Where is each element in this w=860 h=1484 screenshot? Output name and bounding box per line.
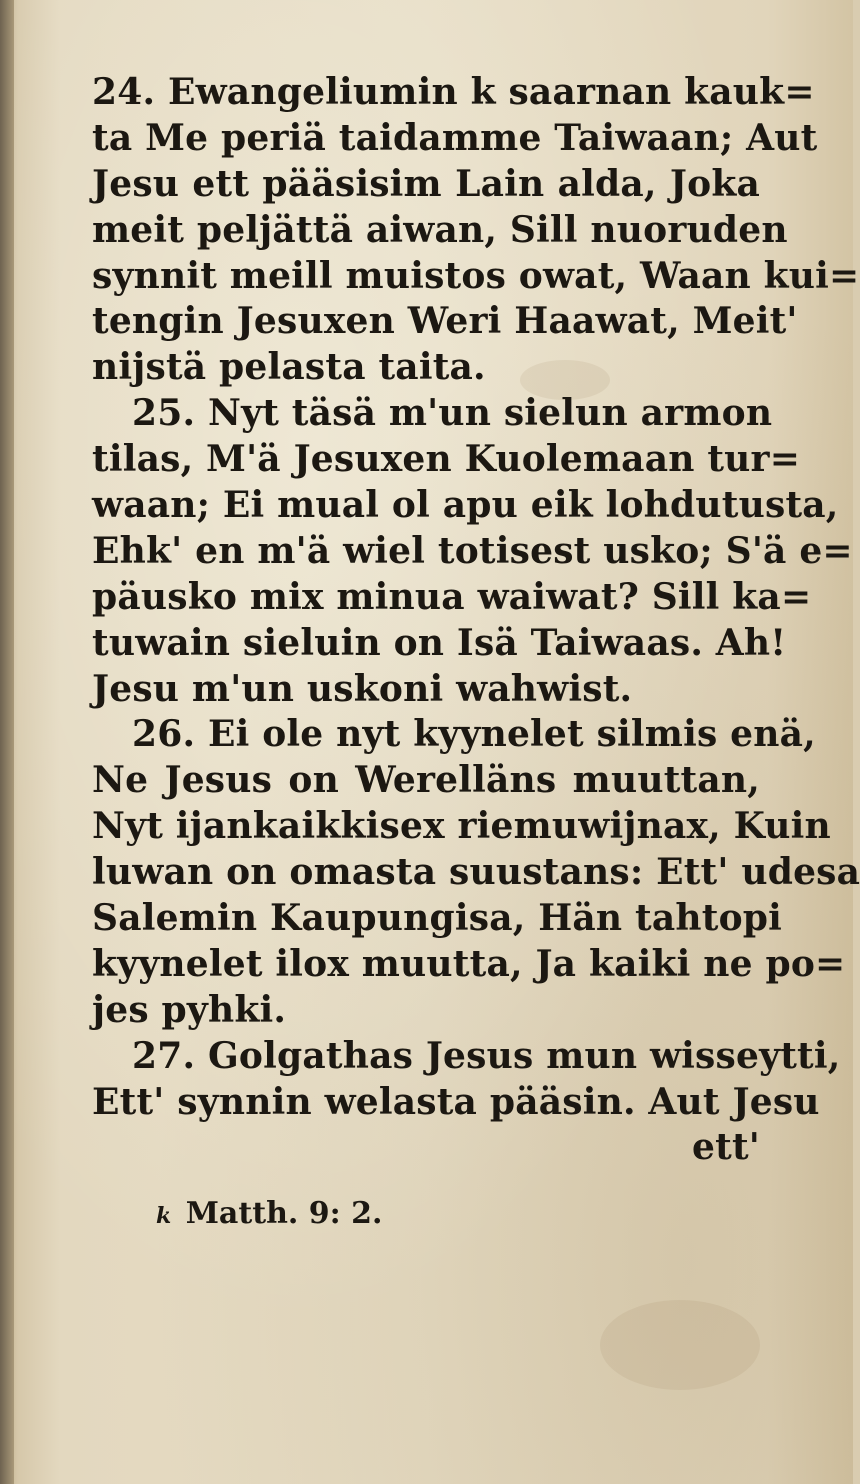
catchword: ett' (692, 1126, 760, 1169)
hymn-text (92, 70, 860, 1171)
text-line: ta Me periä taidamme Taiwaan; Aut (92, 116, 818, 159)
text-line: tuwain sieluin on Isä Taiwaas. Ah! (92, 621, 787, 664)
text-line: kyynelet ilox muutta, Ja kaiki ne po= (92, 942, 846, 985)
text-line: jes pyhki. (92, 988, 287, 1031)
text-line: Ehk' en m'ä wiel totisest usko; S'ä e= (92, 529, 853, 572)
text-line: Jesu m'un uskoni wahwist. (92, 667, 633, 710)
text-line: synnit meill muistos owat, Waan kui= (92, 254, 860, 297)
text-line: waan; Ei mual ol apu eik lohdutusta, (92, 484, 839, 527)
text-line: nijstä pelasta taita. (92, 346, 486, 389)
text-line: Jesu ett pääsisim Lain alda, Joka (92, 162, 760, 205)
footnote (156, 1196, 382, 1231)
text-line: Ne Jesus on Werelläns muuttan, (92, 759, 760, 802)
text-line: päusko mix minua waiwat? Sill ka= (92, 575, 812, 618)
text-line: Nyt ijankaikkisex riemuwijnax, Kuin (92, 805, 831, 848)
text-line: meit peljättä aiwan, Sill nuoruden (92, 208, 788, 251)
text-line: 24. Ewangeliumin k saarnan kauk= (92, 71, 815, 113)
paper-stain (600, 1300, 760, 1390)
text-line: 26. Ei ole nyt kyynelet silmis enä, (132, 713, 816, 756)
text-line: tengin Jesuxen Weri Haawat, Meit' (92, 300, 798, 343)
footnote-reference: Matth. 9: 2. (185, 1196, 383, 1231)
text-line: luwan on omasta suustans: Ett' udesa (92, 851, 860, 894)
text-line: Ett' synnin welasta pääsin. Aut Jesu (92, 1080, 820, 1123)
text-line: 27. Golgathas Jesus mun wisseytti, (132, 1034, 841, 1077)
text-line: tilas, M'ä Jesuxen Kuolemaan tur= (92, 438, 801, 481)
text-line: Salemin Kaupungisa, Hän tahtopi (92, 897, 783, 940)
text-line: 25. Nyt täsä m'un sielun armon (132, 392, 773, 435)
footnote-mark: k (156, 1203, 172, 1229)
